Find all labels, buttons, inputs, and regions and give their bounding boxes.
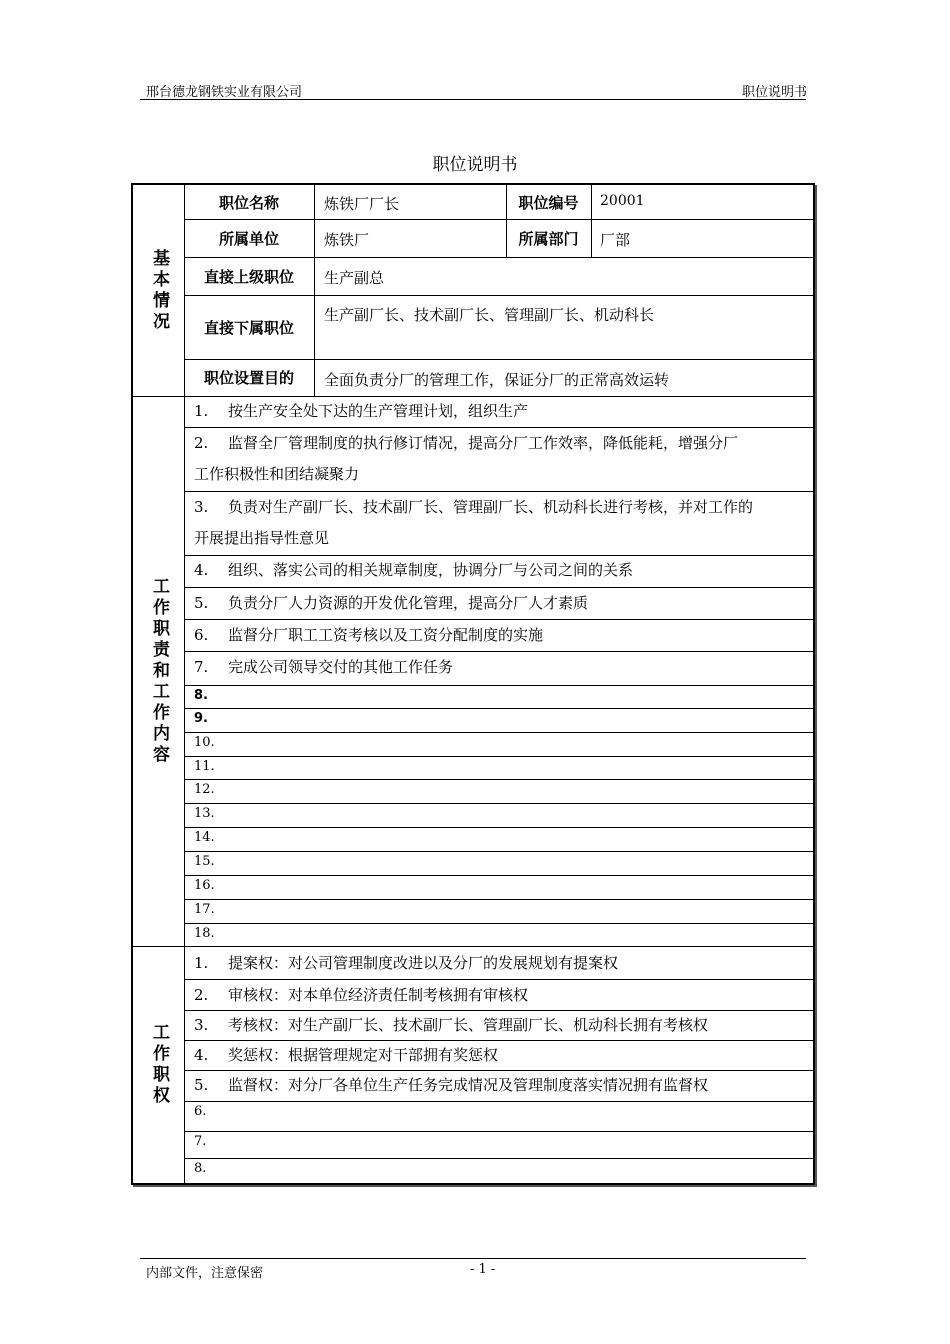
- authority-row: [184, 1070, 814, 1101]
- unit-value: 炼铁厂: [324, 231, 370, 249]
- duty-num: 10.: [194, 735, 215, 750]
- duty-text: 完成公司领导交付的其他工作任务: [228, 658, 454, 676]
- duty-row: [184, 779, 814, 803]
- authority-row: [184, 1040, 814, 1070]
- duty-num: 8.: [194, 688, 208, 703]
- duty-num: 16.: [194, 878, 215, 893]
- dept-value: 厂部: [600, 231, 631, 249]
- duty-row: [184, 732, 814, 756]
- duty-row: [184, 851, 814, 875]
- basic-col-line: [314, 185, 315, 396]
- duty-row: [184, 899, 814, 923]
- duty-row: [184, 923, 814, 946]
- duty-text-cont: 工作积极性和团结凝聚力: [194, 465, 360, 483]
- duty-text: 监督分厂职工工资考核以及工资分配制度的实施: [228, 626, 544, 644]
- authority-num: 2.: [194, 986, 209, 1004]
- duty-text: 按生产安全处下达的生产管理计划，组织生产: [228, 402, 529, 420]
- duty-row: [184, 491, 814, 555]
- footer-divider: [140, 1258, 806, 1259]
- duty-num: 9.: [194, 711, 208, 726]
- authority-num: 4.: [194, 1046, 209, 1064]
- header-company: 邢台德龙钢铁实业有限公司: [146, 85, 303, 100]
- duty-row: [184, 875, 814, 899]
- purpose-label: 职位设置目的: [203, 369, 294, 387]
- duty-num: 4.: [194, 561, 209, 579]
- authority-num: 5.: [194, 1076, 209, 1094]
- duty-row: [184, 555, 814, 587]
- position-name-label: 职位名称: [218, 193, 279, 212]
- authority-text: 奖惩权：根据管理规定对干部拥有奖惩权: [228, 1046, 499, 1064]
- duty-row: [184, 587, 814, 619]
- authority-num: 6.: [194, 1104, 207, 1119]
- superior-value: 生产副总: [324, 269, 385, 287]
- duty-row: [184, 685, 814, 708]
- duty-row: [184, 619, 814, 651]
- duty-row: [184, 803, 814, 827]
- duty-text: 组织、落实公司的相关规章制度，协调分厂与公司之间的关系: [228, 561, 634, 579]
- duty-num: 11.: [194, 759, 215, 774]
- authority-num: 7.: [194, 1134, 207, 1149]
- duty-row: [184, 651, 814, 685]
- position-name-value: 炼铁厂厂长: [324, 195, 400, 213]
- authority-row: [184, 1010, 814, 1040]
- purpose-value: 全面负责分厂的管理工作，保证分厂的正常高效运转: [324, 371, 670, 389]
- duty-num: 7.: [194, 658, 209, 676]
- authority-row: [184, 1131, 814, 1158]
- duty-row: [184, 756, 814, 779]
- authority-row: [184, 979, 814, 1010]
- duty-num: 13.: [194, 806, 215, 821]
- authority-num: 3.: [194, 1016, 209, 1034]
- section-label-authority: 工作职权: [149, 1023, 169, 1107]
- authority-row: [184, 947, 814, 979]
- duty-num: 5.: [194, 594, 209, 612]
- authority-num: 8.: [194, 1161, 207, 1176]
- superior-label: 直接上级职位: [203, 267, 294, 286]
- duty-row: [184, 827, 814, 851]
- subordinate-label: 直接下属职位: [203, 318, 294, 337]
- authority-text: 提案权：对公司管理制度改进以及分厂的发展规划有提案权: [228, 954, 619, 972]
- position-code-value: 20001: [600, 193, 645, 209]
- position-code-label: 职位编号: [518, 193, 579, 212]
- page-title: 职位说明书: [432, 155, 518, 175]
- dept-label: 所属部门: [518, 229, 579, 248]
- duty-text-cont: 开展提出指导性意见: [194, 529, 330, 547]
- authority-text: 审核权：对本单位经济责任制考核拥有审核权: [228, 986, 529, 1004]
- section-label-basic: 基本情况: [149, 248, 169, 333]
- page-number: - 1 -: [470, 1262, 496, 1277]
- header-doc-type: 职位说明书: [741, 85, 807, 100]
- duty-row: [184, 397, 814, 427]
- duty-num: 18.: [194, 926, 215, 941]
- duty-text: 负责分厂人力资源的开发优化管理，提高分厂人才素质: [228, 594, 589, 612]
- unit-label: 所属单位: [218, 229, 279, 248]
- duty-num: 12.: [194, 782, 215, 797]
- duty-num: 6.: [194, 626, 209, 644]
- duty-text: 监督全厂管理制度的执行修订情况，提高分厂工作效率，降低能耗，增强分厂: [228, 434, 739, 452]
- authority-text: 监督权：对分厂各单位生产任务完成情况及管理制度落实情况拥有监督权: [228, 1076, 709, 1094]
- header-divider: [140, 99, 806, 100]
- section-label-duties: 工作职责和工作内容: [149, 577, 169, 766]
- duty-num: 17.: [194, 902, 215, 917]
- duty-num: 1.: [194, 402, 209, 420]
- basic-col-line: [591, 185, 592, 257]
- duty-num: 14.: [194, 830, 215, 845]
- authority-text: 考核权：对生产副厂长、技术副厂长、管理副厂长、机动科长拥有考核权: [228, 1016, 709, 1034]
- authority-row: [184, 1158, 814, 1183]
- authority-num: 1.: [194, 954, 209, 972]
- authority-row: [184, 1101, 814, 1131]
- duty-row: [184, 427, 814, 491]
- footer-note: 内部文件，注意保密: [146, 1266, 264, 1281]
- subordinate-value: 生产副厂长、技术副厂长、管理副厂长、机动科长: [324, 306, 655, 324]
- duty-num: 2.: [194, 434, 209, 452]
- duty-num: 15.: [194, 854, 215, 869]
- duty-text: 负责对生产副厂长、技术副厂长、管理副厂长、机动科长进行考核，并对工作的: [228, 498, 754, 516]
- duty-num: 3.: [194, 498, 209, 516]
- duty-row: [184, 708, 814, 732]
